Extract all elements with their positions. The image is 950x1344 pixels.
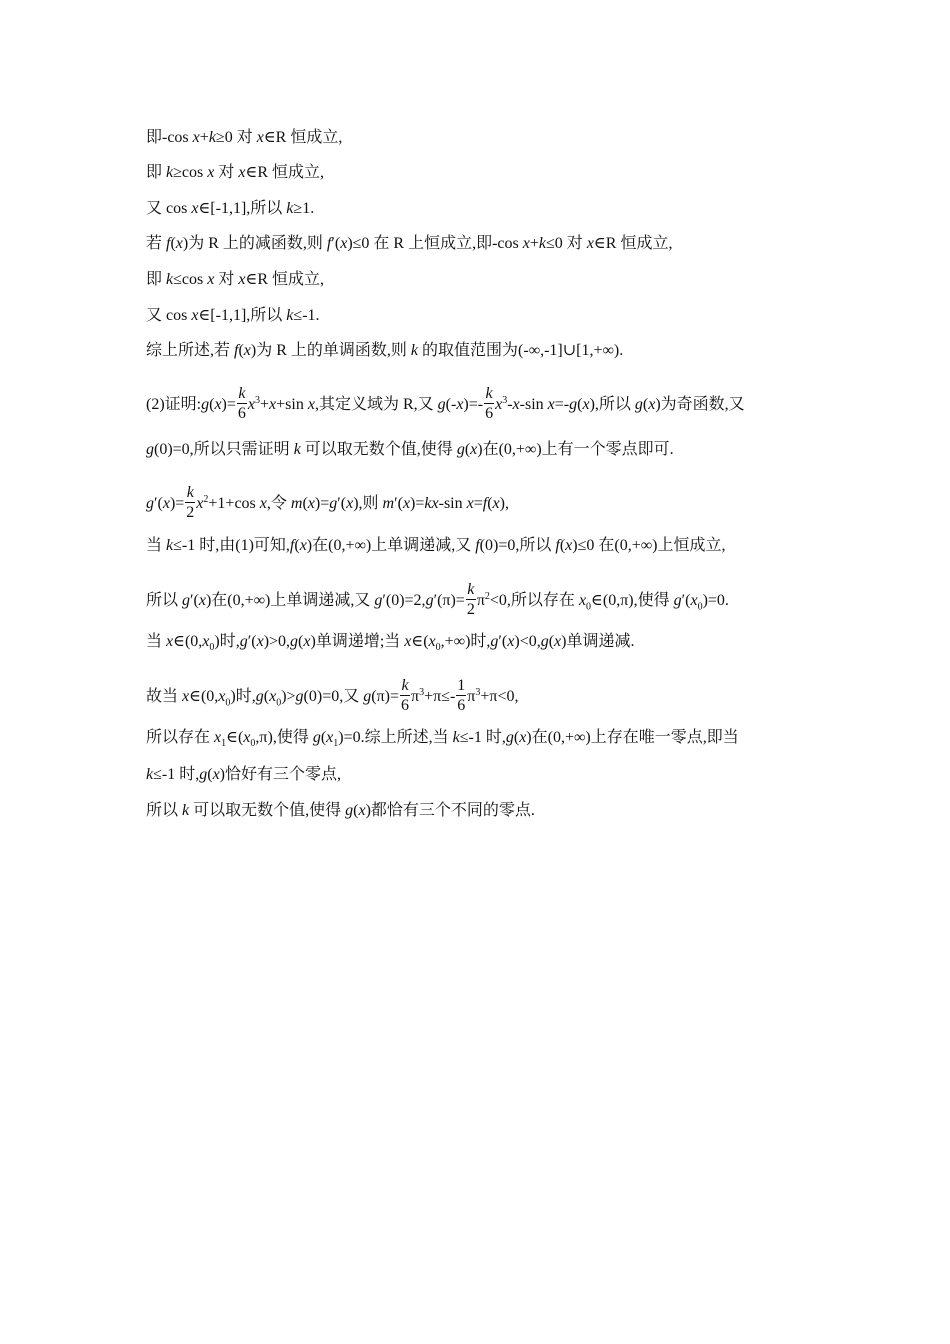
text-line-13: 当 $x\in(0,x_0)$时,g′(x)>0,g(x)单调递增;当 $x\in(x_0,+\infty)$时,g′(x)<0,g(x)单调递减. — [146, 633, 635, 654]
text-line-7: 综上所述,若 f(x)为 R 上的单调函数,则 k 的取值范围为(-∞,-1]∪[1,+∞). — [146, 342, 624, 359]
text-line-17: 所以 k 可以取无数个值,使得 g(x)都恰有三个不同的零点. — [146, 802, 535, 819]
fraction: $\frac{k}{2}$ — [186, 484, 195, 521]
text-line-10: g′(x)= $\frac{k}{2}$ $x^2+1+\cos$ x,令 m(x)=g′(x),则 m′(x)=kx-sin x=f(x), — [146, 484, 509, 521]
text-line-12: 所以 g′(x)在(0,+∞)上单调递减,又 g′(0)=2,g′(π)= $\frac{k}{2}$ $\pi^2<0$,所以存在 $x_0\in(0,\pi)$,使得 $g'(x_0)=0$. — [146, 581, 729, 618]
fraction: $\frac{k}{6}$ — [485, 385, 494, 422]
fraction: $\frac{k}{6}$ — [401, 677, 409, 714]
fraction: $\frac{k}{2}$ — [466, 581, 475, 618]
text-line-4: 若 f(x)为 R 上的减函数,则 f′(x)≤0 在 R 上恒成立,即-cos x+k≤0 对 x∈R 恒成立, — [146, 235, 673, 252]
text-line-15: 所以存在 $x_1\in(x_0,\pi)$,使得 $g(x_1)=0$.综上所述,当 k≤-1 时,g(x)在(0,+∞)上存在唯一零点,即当 — [146, 729, 739, 750]
fraction: $\frac{1}{6}$ — [457, 677, 466, 714]
text-line-8: (2)证明:g(x)= $\frac{k}{6}$ $x^3+x+\sin$ x,其定义域为 R,又 g(-x)=- $\frac{k}{6}$ $x^3-x-\sin$ x=-g(x),所以 g(x)为奇函数,又 — [146, 385, 745, 422]
text-line-3: 又 cos x∈[-1,1],所以 k≥1. — [146, 200, 315, 217]
text-line-9: g(0)=0,所以只需证明 k 可以取无数个值,使得 g(x)在(0,+∞)上有一个零点即可. — [146, 441, 674, 458]
text-line-5: 即 k≤cos x 对 x∈R 恒成立, — [146, 271, 324, 288]
text-line-2: 即 k≥cos x 对 x∈R 恒成立, — [146, 164, 324, 181]
text-line-6: 又 cos x∈[-1,1],所以 k≤-1. — [146, 307, 320, 324]
text-line-1: 即-cos x+k≥0 对 x∈R 恒成立, — [146, 129, 343, 146]
fraction: $\frac{k}{6}$ — [237, 385, 246, 422]
text-line-14: 故当 $x\in(0,x_0)$时$,g(x_0)>g(0)=0$,又 g(π)= $\frac{k}{6}$ $\pi^3+\pi\le-$ $\frac{1}{6}$ $\pi^3+\pi<0$, — [146, 677, 519, 714]
text-line-16: k≤-1 时,g(x)恰好有三个零点, — [146, 766, 342, 783]
text-line-11: 当 k≤-1 时,由(1)可知,f(x)在(0,+∞)上单调递减,又 f(0)=0,所以 f(x)≤0 在(0,+∞)上恒成立, — [146, 537, 726, 554]
